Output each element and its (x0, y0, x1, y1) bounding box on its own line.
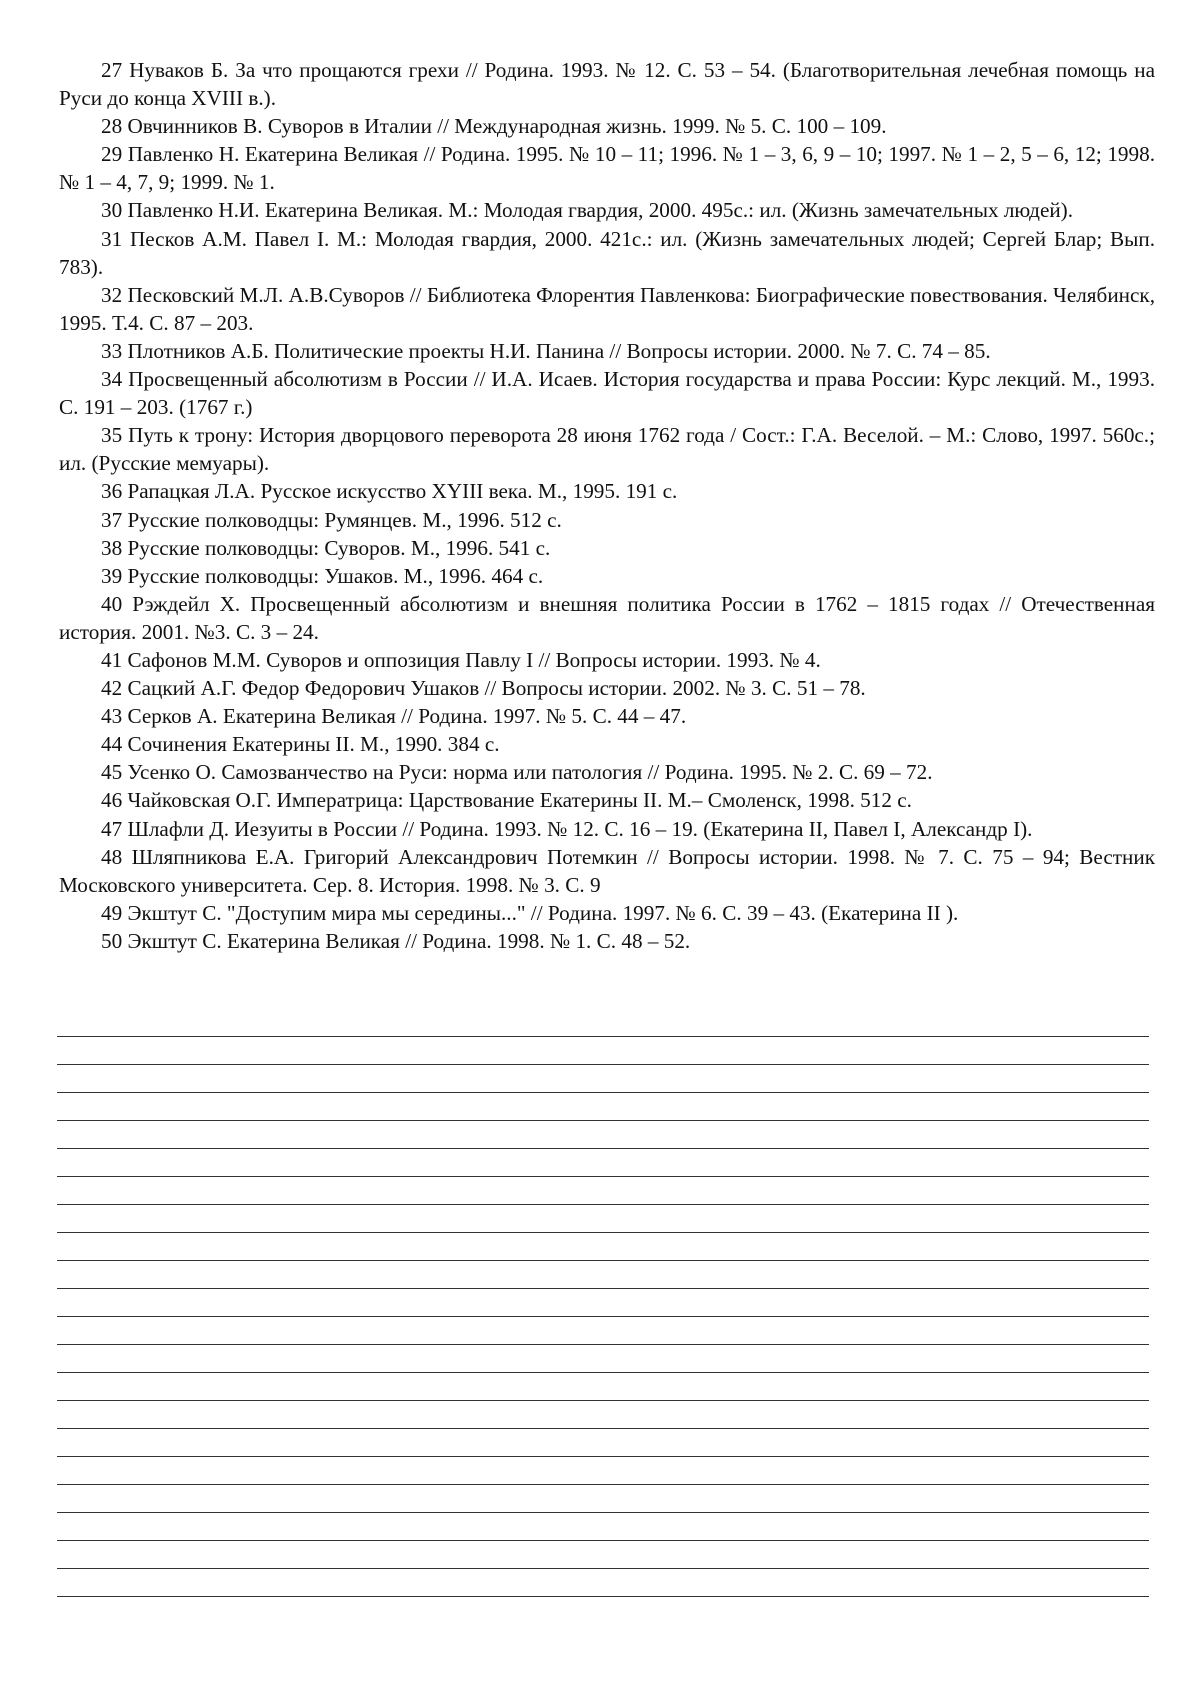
bibliography-entry-33: 33 Плотников А.Б. Политические проекты Н.И. Панина // Вопросы истории. 2000. № 7. С. 74 – 85. (59, 337, 1155, 365)
bibliography-entry-47: 47 Шлафли Д. Иезуиты в России // Родина. 1993. № 12. С. 16 – 19. (Екатерина II, Павел I, Александр I). (59, 815, 1155, 843)
bibliography-entry-44: 44 Сочинения Екатерины II. М., 1990. 384 с. (59, 730, 1155, 758)
ruled-line (57, 1260, 1149, 1261)
bibliography-entry-37: 37 Русские полководцы: Румянцев. М., 1996. 512 с. (59, 506, 1155, 534)
ruled-line (57, 1120, 1149, 1121)
bibliography-entry-42: 42 Сацкий А.Г. Федор Федорович Ушаков // Вопросы истории. 2002. № 3. С. 51 – 78. (59, 674, 1155, 702)
ruled-lines-area (57, 1036, 1149, 1616)
ruled-line (57, 1512, 1149, 1513)
bibliography-entry-34: 34 Просвещенный абсолютизм в России // И.А. Исаев. История государства и права России: Курс лекций. М., 1993. С. 191 – 203. (1767 г.) (59, 365, 1155, 421)
ruled-line (57, 1092, 1149, 1093)
ruled-line (57, 1232, 1149, 1233)
bibliography-entry-30: 30 Павленко Н.И. Екатерина Великая. М.: Молодая гвардия, 2000. 495с.: ил. (Жизнь замечательных людей). (59, 196, 1155, 224)
ruled-line (57, 1204, 1149, 1205)
ruled-line (57, 1400, 1149, 1401)
bibliography-entry-45: 45 Усенко О. Самозванчество на Руси: норма или патология // Родина. 1995. № 2. С. 69 – 72. (59, 758, 1155, 786)
ruled-line (57, 1148, 1149, 1149)
ruled-line (57, 1344, 1149, 1345)
bibliography-entry-50: 50 Экштут С. Екатерина Великая // Родина. 1998. № 1. С. 48 – 52. (59, 927, 1155, 955)
bibliography-entry-35: 35 Путь к трону: История дворцового переворота 28 июня 1762 года / Сост.: Г.А. Веселой. – М.: Слово, 1997. 560с.; ил. (Русские мемуары). (59, 421, 1155, 477)
bibliography-entry-28: 28 Овчинников В. Суворов в Италии // Международная жизнь. 1999. № 5. С. 100 – 109. (59, 112, 1155, 140)
bibliography-list (59, 56, 1155, 955)
ruled-line (57, 1064, 1149, 1065)
bibliography-entry-39: 39 Русские полководцы: Ушаков. М., 1996. 464 с. (59, 562, 1155, 590)
bibliography-entry-32: 32 Песковский М.Л. А.В.Суворов // Библиотека Флорентия Павленкова: Биографические повествования. Челябинск, 1995. Т.4. С. 87 – 203. (59, 281, 1155, 337)
ruled-line (57, 1456, 1149, 1457)
ruled-line (57, 1484, 1149, 1485)
ruled-line (57, 1288, 1149, 1289)
bibliography-entry-29: 29 Павленко Н. Екатерина Великая // Родина. 1995. № 10 – 11; 1996. № 1 – 3, 6, 9 – 10; 1997. № 1 – 2, 5 – 6, 12; 1998. № 1 – 4, 7, 9; 1999. № 1. (59, 140, 1155, 196)
bibliography-entry-48: 48 Шляпникова Е.А. Григорий Александрович Потемкин // Вопросы истории. 1998. № 7. С. 75 – 94; Вестник Московского университета. Сер. 8. История. 1998. № 3. С. 9 (59, 843, 1155, 899)
bibliography-entry-40: 40 Рэждейл Х. Просвещенный абсолютизм и внешняя политика России в 1762 – 1815 годах // Отечественная история. 2001. №3. С. 3 – 24. (59, 590, 1155, 646)
bibliography-entry-27: 27 Нуваков Б. За что прощаются грехи // Родина. 1993. № 12. С. 53 – 54. (Благотворительная лечебная помощь на Руси до конца XVIII в.). (59, 56, 1155, 112)
bibliography-entry-46: 46 Чайковская О.Г. Императрица: Царствование Екатерины II. М.– Смоленск, 1998. 512 с. (59, 786, 1155, 814)
bibliography-entry-43: 43 Серков А. Екатерина Великая // Родина. 1997. № 5. С. 44 – 47. (59, 702, 1155, 730)
bibliography-entry-49: 49 Экштут С. "Доступим мира мы середины..." // Родина. 1997. № 6. С. 39 – 43. (Екатерина II ). (59, 899, 1155, 927)
ruled-line (57, 1316, 1149, 1317)
ruled-line (57, 1036, 1149, 1037)
ruled-line (57, 1428, 1149, 1429)
ruled-line (57, 1176, 1149, 1177)
bibliography-entry-31: 31 Песков А.М. Павел I. М.: Молодая гвардия, 2000. 421с.: ил. (Жизнь замечательных людей; Сергей Блар; Вып. 783). (59, 225, 1155, 281)
ruled-line (57, 1596, 1149, 1597)
document-page (0, 0, 1200, 1698)
ruled-line (57, 1372, 1149, 1373)
ruled-line (57, 1568, 1149, 1569)
bibliography-entry-41: 41 Сафонов М.М. Суворов и оппозиция Павлу I // Вопросы истории. 1993. № 4. (59, 646, 1155, 674)
ruled-line (57, 1540, 1149, 1541)
bibliography-entry-38: 38 Русские полководцы: Суворов. М., 1996. 541 с. (59, 534, 1155, 562)
bibliography-entry-36: 36 Рапацкая Л.А. Русское искусство XYIII века. М., 1995. 191 с. (59, 477, 1155, 505)
